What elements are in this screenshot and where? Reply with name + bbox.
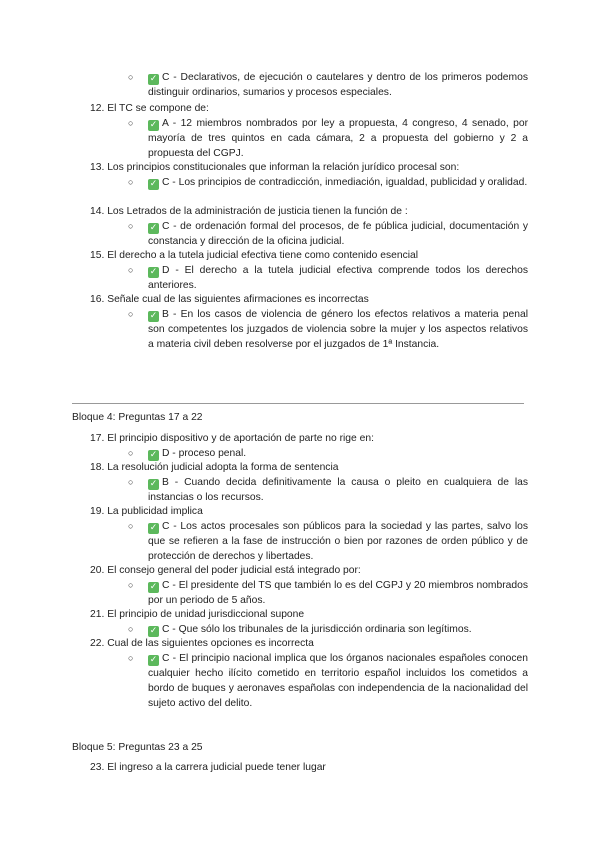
block-5-title: Bloque 5: Preguntas 23 a 25 xyxy=(72,742,203,753)
circle-bullet-icon: ○ xyxy=(128,521,134,531)
check-icon: ✓ xyxy=(149,523,158,533)
circle-bullet-icon: ○ xyxy=(128,448,134,458)
question-number: 17. xyxy=(90,433,105,444)
question-number: 15. xyxy=(90,250,105,261)
question-text: El ingreso a la carrera judicial puede tener lugar xyxy=(107,762,326,773)
question-text: El principio dispositivo y de aportación de parte no rige en: xyxy=(107,433,374,444)
circle-bullet-icon: ○ xyxy=(128,118,134,128)
check-icon: ✓ xyxy=(149,582,158,592)
question-15 xyxy=(90,248,530,263)
answer-text: B - Cuando decida definitivamente la causa o pleito en cualquiera de las instancias o los recursos. xyxy=(148,477,528,503)
answer-13 xyxy=(128,175,528,190)
check-icon: ✓ xyxy=(149,626,158,636)
question-21 xyxy=(90,607,530,622)
block-divider xyxy=(72,403,524,404)
circle-bullet-icon: ○ xyxy=(128,309,134,319)
circle-bullet-icon: ○ xyxy=(128,177,134,187)
answer-text: C - Declarativos, de ejecución o cautelares y dentro de los primeros podemos distinguir ordinarios, sumarios y procesos especiales. xyxy=(148,72,528,98)
check-icon: ✓ xyxy=(149,267,158,277)
question-text: Los principios constitucionales que informan la relación jurídico procesal son: xyxy=(107,162,460,173)
question-number: 21. xyxy=(90,609,105,620)
block-4-title: Bloque 4: Preguntas 17 a 22 xyxy=(72,412,203,423)
check-icon: ✓ xyxy=(149,450,158,460)
answer-21 xyxy=(128,622,528,637)
question-number: 18. xyxy=(90,462,105,473)
question-text: Señale cual de las siguientes afirmaciones es incorrectas xyxy=(107,294,369,305)
answer-22 xyxy=(128,651,528,711)
question-number: 13. xyxy=(90,162,105,173)
question-number: 22. xyxy=(90,638,105,649)
answer-14 xyxy=(128,219,528,249)
question-number: 14. xyxy=(90,206,105,217)
question-number: 20. xyxy=(90,565,105,576)
question-text: El consejo general del poder judicial está integrado por: xyxy=(107,565,361,576)
check-icon: ✓ xyxy=(149,120,158,130)
answer-text: C - de ordenación formal del procesos, de fe pública judicial, documentación y constancia y dirección de la oficina judicial. xyxy=(148,221,528,247)
question-23 xyxy=(90,760,530,775)
circle-bullet-icon: ○ xyxy=(128,72,134,82)
check-icon: ✓ xyxy=(149,223,158,233)
question-text: El derecho a la tutela judicial efectiva tiene como contenido esencial xyxy=(107,250,419,261)
answer-20 xyxy=(128,578,528,608)
check-icon: ✓ xyxy=(149,479,158,489)
answer-17 xyxy=(128,446,528,461)
circle-bullet-icon: ○ xyxy=(128,653,134,663)
answer-12 xyxy=(128,116,528,161)
circle-bullet-icon: ○ xyxy=(128,221,134,231)
answer-text: D - El derecho a la tutela judicial efectiva comprende todos los derechos anteriores. xyxy=(148,265,528,291)
answer-18 xyxy=(128,475,528,505)
circle-bullet-icon: ○ xyxy=(128,624,134,634)
answer-19 xyxy=(128,519,528,564)
answer-text: B - En los casos de violencia de género los efectos relativos a materia penal son competentes los juzgados de violencia sobre la mujer y los aspectos relativos a materia civil deben resolverse por el juzgados de 1ª Instancia. xyxy=(148,309,528,350)
question-18 xyxy=(90,460,530,475)
answer-text: C - El presidente del TS que también lo es del CGPJ y 20 miembros nombrados por un periodo de 5 años. xyxy=(148,580,528,606)
question-text: La publicidad implica xyxy=(107,506,203,517)
question-14 xyxy=(90,204,530,219)
answer-15 xyxy=(128,263,528,293)
question-13 xyxy=(90,160,530,175)
question-20 xyxy=(90,563,530,578)
check-icon: ✓ xyxy=(149,74,158,84)
answer-text: C - Los principios de contradicción, inmediación, igualdad, publicidad y oralidad. xyxy=(162,177,528,188)
question-19 xyxy=(90,504,530,519)
question-number: 23. xyxy=(90,762,105,773)
question-16 xyxy=(90,292,530,307)
check-icon: ✓ xyxy=(149,311,158,321)
question-12 xyxy=(90,101,530,116)
answer-text: C - Los actos procesales son públicos para la sociedad y las partes, salvo los que se refieren a la fase de instrucción o bien por razones de orden público y de protección de derechos y libertades. xyxy=(148,521,528,562)
answer-text: C - Que sólo los tribunales de la jurisdicción ordinaria son legítimos. xyxy=(162,624,472,635)
question-number: 16. xyxy=(90,294,105,305)
question-text: Los Letrados de la administración de justicia tienen la función de : xyxy=(107,206,408,217)
answer-text: D - proceso penal. xyxy=(162,448,247,459)
circle-bullet-icon: ○ xyxy=(128,580,134,590)
check-icon: ✓ xyxy=(149,179,158,189)
answer-11 xyxy=(128,70,528,100)
question-17 xyxy=(90,431,530,446)
question-22 xyxy=(90,636,530,651)
question-number: 19. xyxy=(90,506,105,517)
circle-bullet-icon: ○ xyxy=(128,477,134,487)
answer-16 xyxy=(128,307,528,352)
circle-bullet-icon: ○ xyxy=(128,265,134,275)
answer-text: A - 12 miembros nombrados por ley a propuesta, 4 congreso, 4 senado, por mayoría de tres quintos en cada cámara, 2 a propuesta del gobierno y 2 a propuesta del CGPJ. xyxy=(148,118,528,159)
check-icon: ✓ xyxy=(149,655,158,665)
question-text: El TC se compone de: xyxy=(107,103,209,114)
question-text: Cual de las siguientes opciones es incorrecta xyxy=(107,638,314,649)
question-text: El principio de unidad jurisdiccional supone xyxy=(107,609,305,620)
answer-text: C - El principio nacional implica que los órganos nacionales españoles conocen cualquier hecho ilícito cometido en territorio español incluidos los cometidos a bordo de buques y aeronaves españolas con independencia de la nacionalidad del sujeto activo del delito. xyxy=(148,653,528,709)
question-number: 12. xyxy=(90,103,105,114)
question-text: La resolución judicial adopta la forma de sentencia xyxy=(107,462,339,473)
